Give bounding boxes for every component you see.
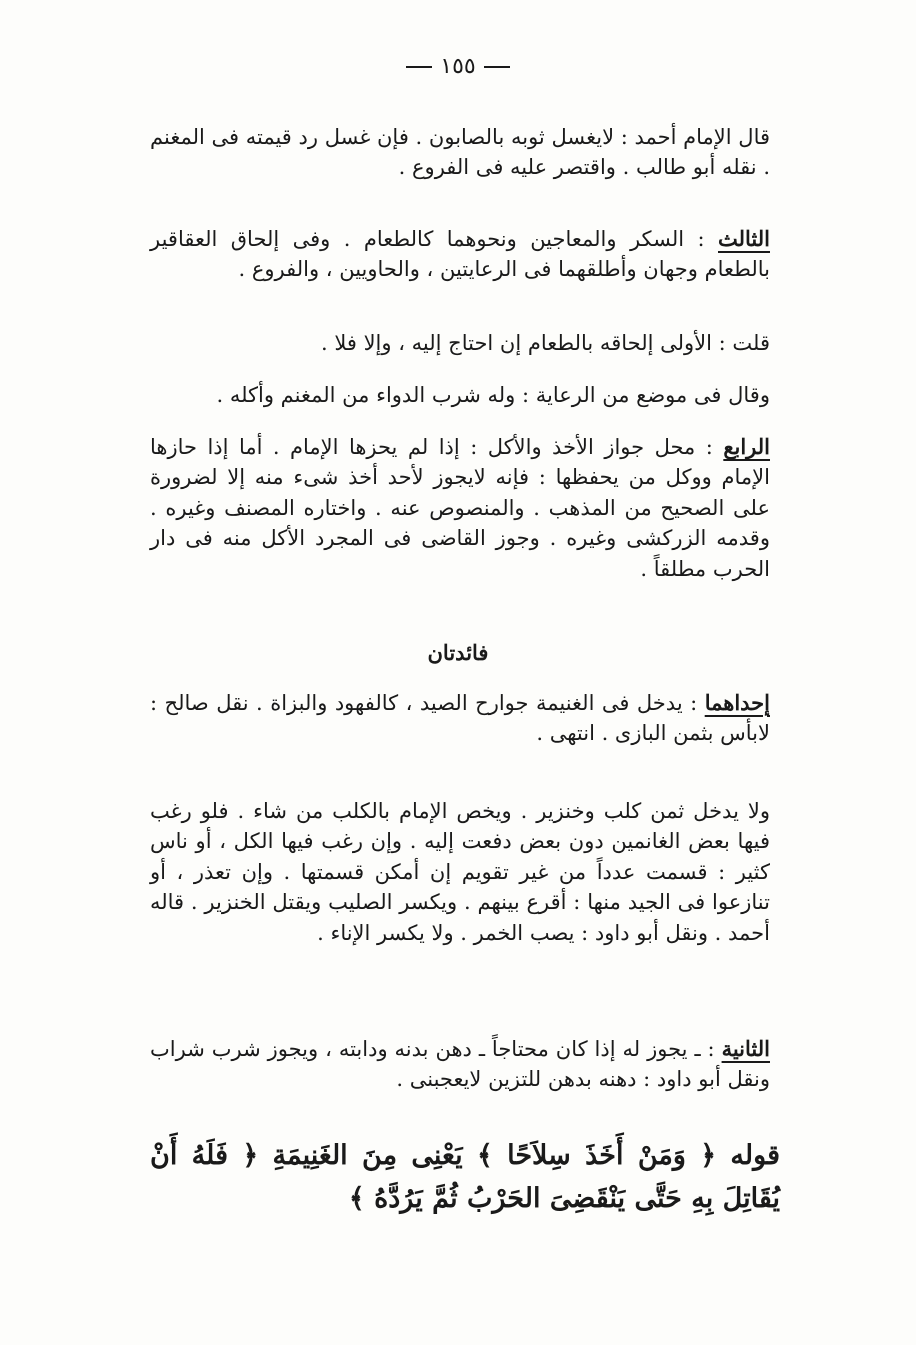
heading-first: إحداهما (704, 690, 770, 715)
heading-second: الثانية (721, 1036, 770, 1061)
paragraph-5-text: : محل جواز الأخذ والأكل : إذا لم يحزها الإمام . أما إذا حازها الإمام ووكل من يحفظها : فإنه لايجوز لأحد أخذ شىء منه إلا لضرورة على الصحيح من المذهب . والمنصوص عنه . واختاره المصنف وغيره . وقدمه الزركشى وغيره . وجوز القاضى فى المجرد الأكل منه فى دار الحرب مطلقاً . (150, 435, 770, 581)
paragraph-5 (150, 432, 770, 584)
quoted-verse: قوله ﴿ وَمَنْ أَخَذَ سِلاَحًا ﴾ يَعْنِى مِنَ الغَنِيمَةِ ﴿ فَلَهُ أَنْ يُقَاتِلَ بِهِ حَتَّى يَنْقَضِىَ الحَرْبُ ثُمَّ يَرُدَّهُ ﴾ (150, 1140, 780, 1215)
page-number-dash-right (484, 66, 510, 68)
paragraph-7: ولا يدخل ثمن كلب وخنزير . ويخص الإمام بالكلب من شاء . فلو رغب فيها بعض الغانمين دون بعض دفعت إليه . وإن رغب فيها الكل ، أو ناس كثير : قسمت عدداً من غير تقويم إن أمكن قسمتها . وإن تعذر ، أو تنازعوا فى الجيد منها : أقرع بينهم . ويكسر الصليب ويقتل الخنزير . قاله أحمد . ونقل أبو داود : يصب الخمر . ولا يكسر الإناء . (150, 799, 770, 945)
paragraph-6-text: : يدخل فى الغنيمة جوارح الصيد ، كالفهود والبزاة . نقل صالح : لابأس بثمن البازى . انتهى . (150, 691, 770, 746)
paragraph-4: وقال فى موضع من الرعاية : وله شرب الدواء من المغنم وأكله . (216, 383, 770, 407)
page-number-dash-left (406, 66, 432, 68)
paragraph-8-text: : ـ يجوز له إذا كان محتاجاً ـ دهن بدنه ودابته ، ويجوز شرب شراب ونقل أبو داود : دهنه بدهن للتزين لايعجبنى . (150, 1037, 770, 1092)
page-number (0, 54, 916, 79)
paragraph-2 (150, 224, 770, 285)
section-title: فائدتان (427, 640, 489, 665)
paragraph-8 (150, 1034, 770, 1095)
paragraph-3: قلت : الأولى إلحاقه بالطعام إن احتاج إليه ، وإلا فلا . (320, 331, 770, 355)
paragraph-6 (150, 688, 770, 749)
paragraph-1: قال الإمام أحمد : لايغسل ثوبه بالصابون . فإن غسل رد قيمته فى المغنم . نقله أبو طالب . واقتصر عليه فى الفروع . (150, 125, 770, 180)
page-number-text: ١٥٥ (440, 54, 476, 79)
heading-third: الثالث (718, 226, 770, 251)
heading-fourth: الرابع (723, 434, 770, 459)
paragraph-2-text: : السكر والمعاجين ونحوهما كالطعام . وفى إلحاق العقاقير بالطعام وجهان وأطلقهما فى الرعايتين ، والحاويين ، والفروع . (150, 227, 770, 282)
